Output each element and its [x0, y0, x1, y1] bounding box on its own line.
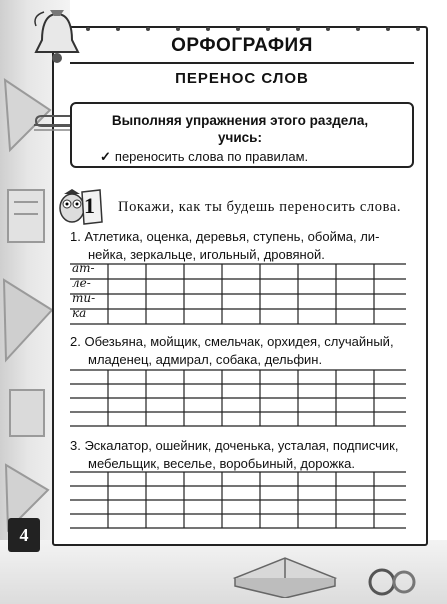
task-3-grid [70, 470, 406, 532]
task-2-line-1: 2. Обезьяна, мойщик, смельчак, орхидея, случайный, [70, 334, 394, 349]
intro-bullet [100, 149, 308, 165]
task-1-grid [70, 262, 406, 326]
example-part-3: ти- [72, 291, 96, 305]
page-title: ОРФОГРАФИЯ [171, 35, 313, 56]
binder-rings [68, 26, 428, 32]
book-icon [230, 548, 340, 598]
ribbon-icon [362, 560, 422, 600]
task-3-line-2: мебельщик, веселье, воробьиный, дорожка. [88, 456, 356, 471]
intro-bullet-text: переносить слова по правилам. [114, 149, 309, 164]
exercise-number: 1 [84, 193, 95, 218]
example-part-1: ат- [72, 261, 95, 275]
school-items-decoration [0, 70, 60, 540]
intro-line-2: учись: [218, 130, 262, 145]
title-divider [70, 62, 414, 64]
page-subtitle: ПЕРЕНОС СЛОВ [175, 70, 309, 87]
task-3-line-1: 3. Эскалатор, ошейник, доченька, усталая, подписчик, [70, 438, 399, 453]
example-part-4: ка [72, 306, 87, 320]
check-icon: ✓ [100, 149, 111, 164]
example-hyphenation [72, 261, 95, 321]
owl-icon [56, 184, 104, 226]
task-1-text [70, 228, 410, 264]
task-2-line-2: младенец, адмирал, собака, дельфин. [88, 352, 323, 367]
task-1-line-2: нейка, зеркальце, игольный, дровяной. [88, 247, 325, 262]
task-2-text [70, 333, 410, 369]
task-1-line-1: 1. Атлетика, оценка, деревья, ступень, обойма, ли- [70, 229, 380, 244]
example-part-2: ле- [72, 276, 91, 290]
task-2-grid [70, 368, 406, 428]
page-number: 4 [8, 518, 40, 552]
exercise-heading: Покажи, как ты будешь переносить слова. [118, 199, 402, 215]
intro-line-1: Выполняя упражнения этого раздела, [111, 113, 369, 128]
task-3-text [70, 437, 410, 473]
intro-text [80, 112, 400, 146]
